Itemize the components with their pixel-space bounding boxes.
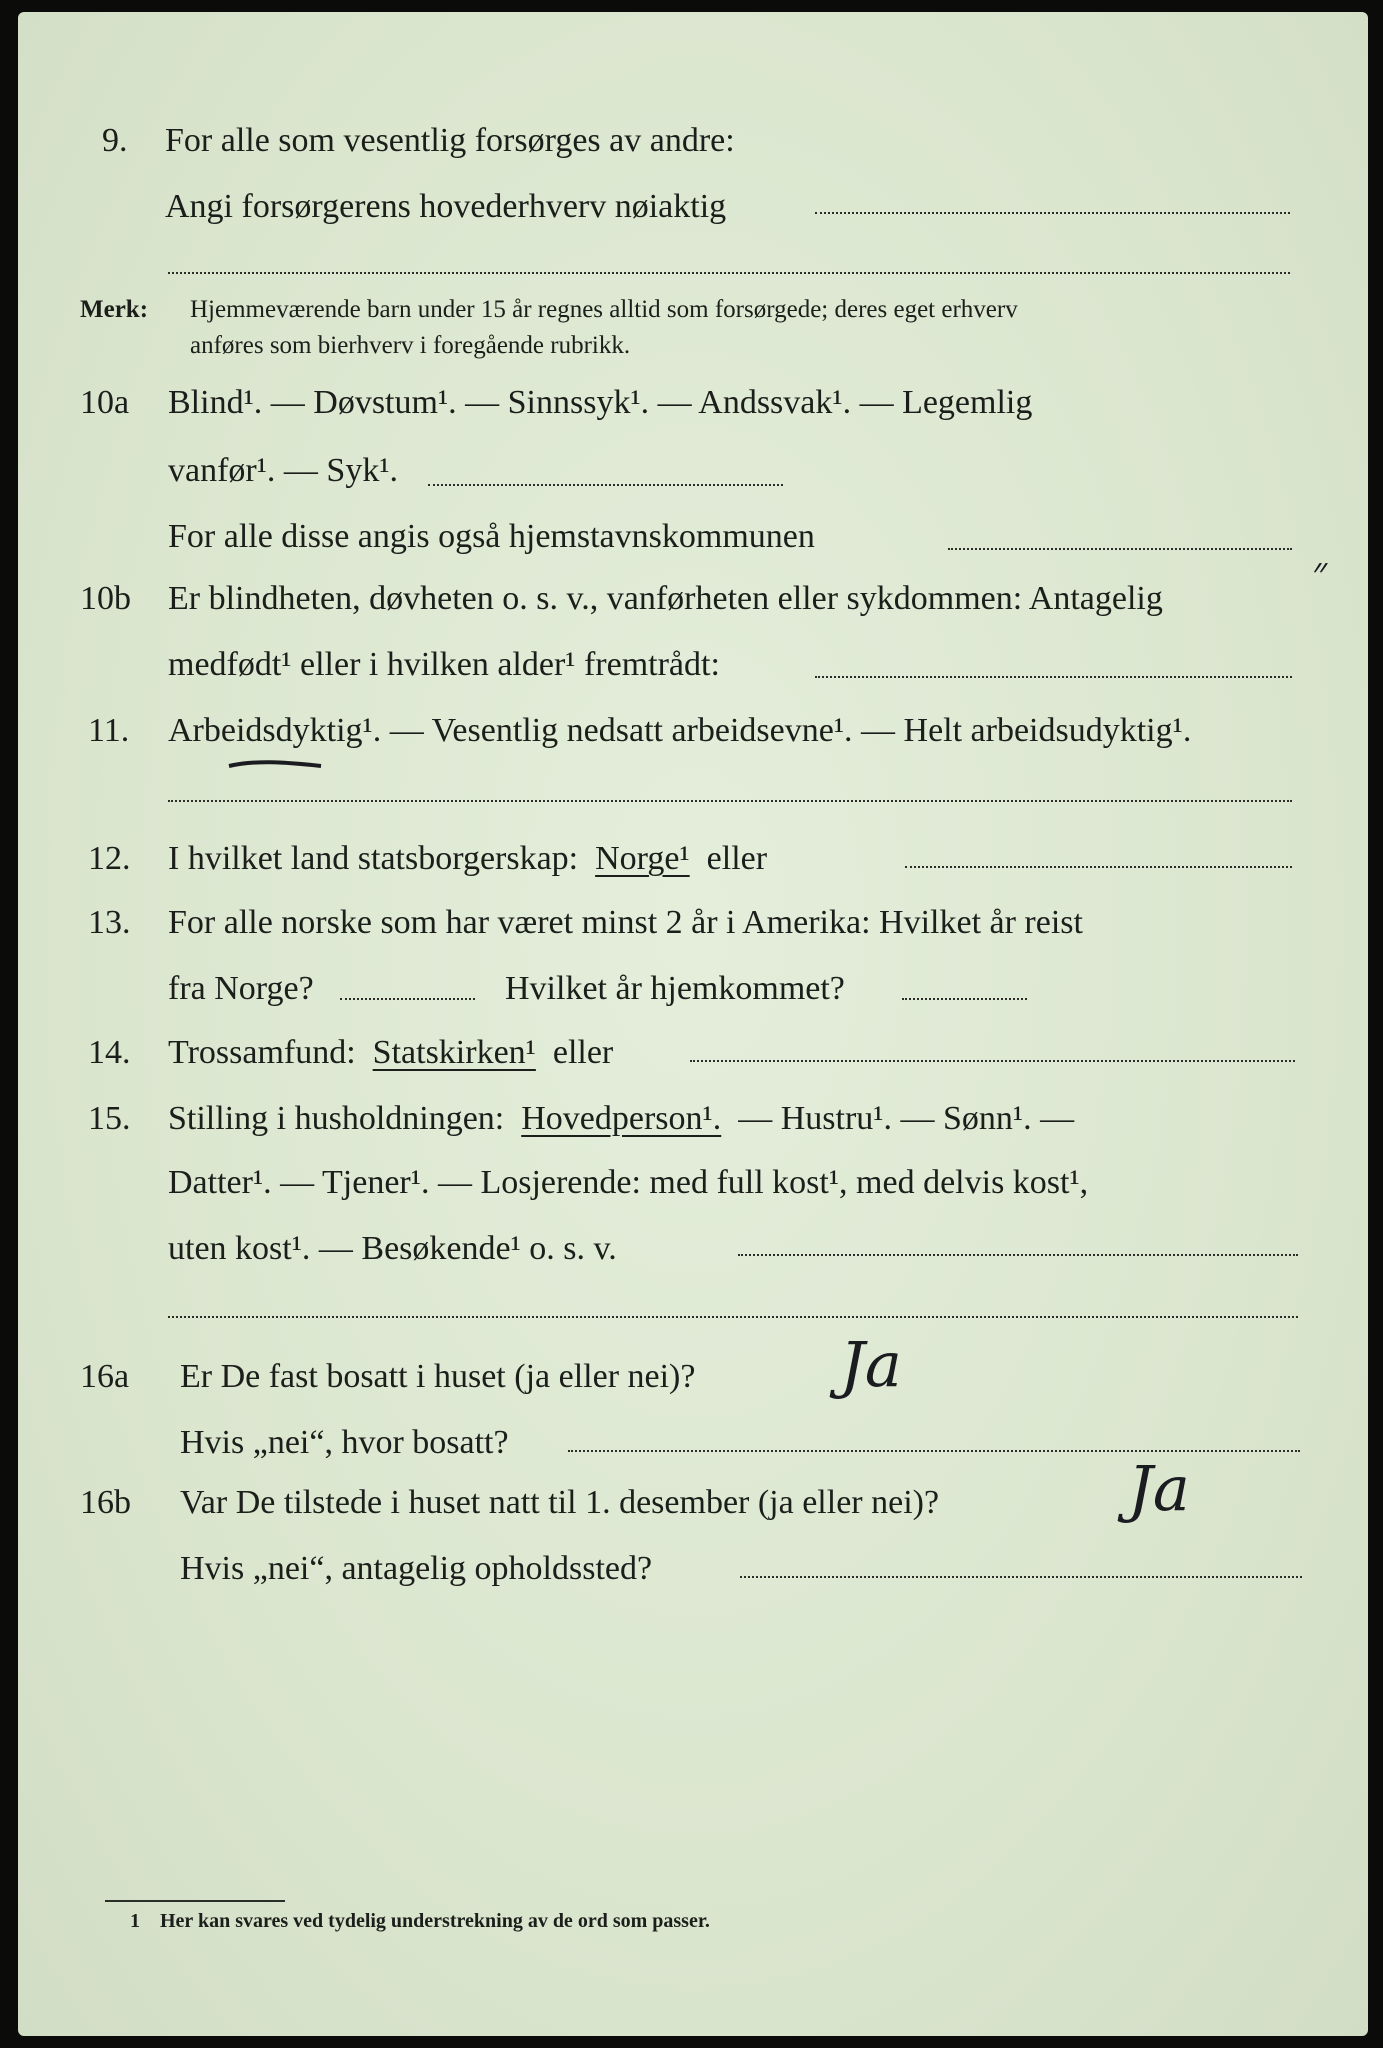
q14-number: 14. (88, 1034, 131, 1071)
merk-line1: Hjemmeværende barn under 15 år regnes alltid som forsørgede; deres eget erhverv (190, 296, 1018, 323)
q14-option-statskirken[interactable]: Statskirken¹ (372, 1034, 536, 1071)
q16b-number: 16b (80, 1484, 131, 1521)
q13-line2b: Hvilket år hjemkommet? (505, 970, 845, 1007)
q16b-line1: Var De tilstede i huset natt til 1. desember (ja eller nei)? (180, 1484, 940, 1521)
q9-answer-line[interactable] (815, 212, 1290, 214)
merk-line2: anføres som bierhverv i foregående rubrikk. (190, 332, 631, 359)
q10a-answer-line[interactable] (428, 484, 783, 486)
q15-number: 15. (88, 1100, 131, 1137)
q15-option-hovedperson[interactable]: Hovedperson¹. (521, 1100, 722, 1137)
q11-answer-line[interactable] (168, 800, 1292, 802)
q13-number: 13. (88, 904, 131, 941)
q10b-number: 10b (80, 580, 131, 617)
q12-post: eller (706, 840, 768, 877)
q13-reist-line[interactable] (340, 998, 475, 1000)
q16a-line1: Er De fast bosatt i huset (ja eller nei)? (180, 1358, 696, 1395)
q10a-line2: vanfør¹. — Syk¹. (168, 452, 399, 489)
merk-label: Merk: (80, 296, 149, 323)
q15-post: — Hustru¹. — Sønn¹. — (738, 1100, 1075, 1137)
q11-number: 11. (88, 712, 130, 749)
q16b-answer-line[interactable] (740, 1576, 1302, 1578)
q14-post: eller (552, 1034, 614, 1071)
q14-answer-line[interactable] (690, 1060, 1295, 1062)
q13-line2a: fra Norge? (168, 970, 314, 1007)
q15-line2: Datter¹. — Tjener¹. — Losjerende: med full kost¹, med delvis kost¹, (168, 1164, 1089, 1201)
q15-pre: Stilling i husholdningen: (168, 1100, 505, 1137)
q13-hjemkommet-line[interactable] (902, 998, 1027, 1000)
footnote-mark: 1 (130, 1910, 140, 1932)
q16a-number: 16a (80, 1358, 130, 1395)
footnote-rule (105, 1900, 285, 1902)
q9-number: 9. (102, 122, 128, 159)
q13-line1: For alle norske som har været minst 2 år i Amerika: Hvilket år reist (168, 904, 1083, 941)
footnote-text: Her kan svares ved tydelig understrekning av de ord som passer. (160, 1910, 710, 1932)
q16b-answer[interactable]: Ja (1128, 1452, 1190, 1525)
q9-line1: For alle som vesentlig forsørges av andre: (165, 122, 735, 159)
q16a-answer[interactable]: Ja (840, 1328, 902, 1401)
q10a-kommune-line[interactable] (948, 548, 1292, 550)
q9-line2: Angi forsørgerens hovederhverv nøiaktig (165, 188, 727, 225)
q12-answer-line[interactable] (905, 866, 1292, 868)
q16a-line2: Hvis „nei“, hvor bosatt? (180, 1424, 509, 1461)
q10a-line3: For alle disse angis også hjemstavnskommunen (168, 518, 815, 555)
q10b-ditto-mark: ״ (1312, 549, 1328, 595)
q12-label (168, 840, 767, 878)
q10a-line1: Blind¹. — Døvstum¹. — Sinnssyk¹. — Andssvak¹. — Legemlig (168, 384, 1033, 421)
q12-pre: I hvilket land statsborgerskap: (168, 840, 579, 877)
q10b-line2: medfødt¹ eller i hvilken alder¹ fremtrådt: (168, 646, 720, 683)
q15-line1 (168, 1100, 1074, 1138)
q15-answer-line[interactable] (738, 1254, 1298, 1256)
q16b-line2: Hvis „nei“, antagelig opholdssted? (180, 1550, 653, 1587)
q12-option-norge[interactable]: Norge¹ (595, 840, 690, 877)
q14-label (168, 1034, 613, 1072)
q14-pre: Trossamfund: (168, 1034, 356, 1071)
q12-number: 12. (88, 840, 131, 877)
q11-line1: Arbeidsdyktig¹. — Vesentlig nedsatt arbeidsevne¹. — Helt arbeidsudyktig¹. (168, 712, 1192, 749)
q15-answer-line-2[interactable] (168, 1316, 1298, 1318)
q15-line3: uten kost¹. — Besøkende¹ o. s. v. (168, 1230, 617, 1267)
q11-handwritten-underline (225, 752, 325, 776)
q9-answer-line-2[interactable] (168, 272, 1290, 274)
q10a-number: 10a (80, 384, 130, 421)
q10b-line1: Er blindheten, døvheten o. s. v., vanførheten eller sykdommen: Antagelig (168, 580, 1163, 617)
q10b-answer-line[interactable] (815, 676, 1292, 678)
q16a-answer-line[interactable] (568, 1450, 1300, 1452)
